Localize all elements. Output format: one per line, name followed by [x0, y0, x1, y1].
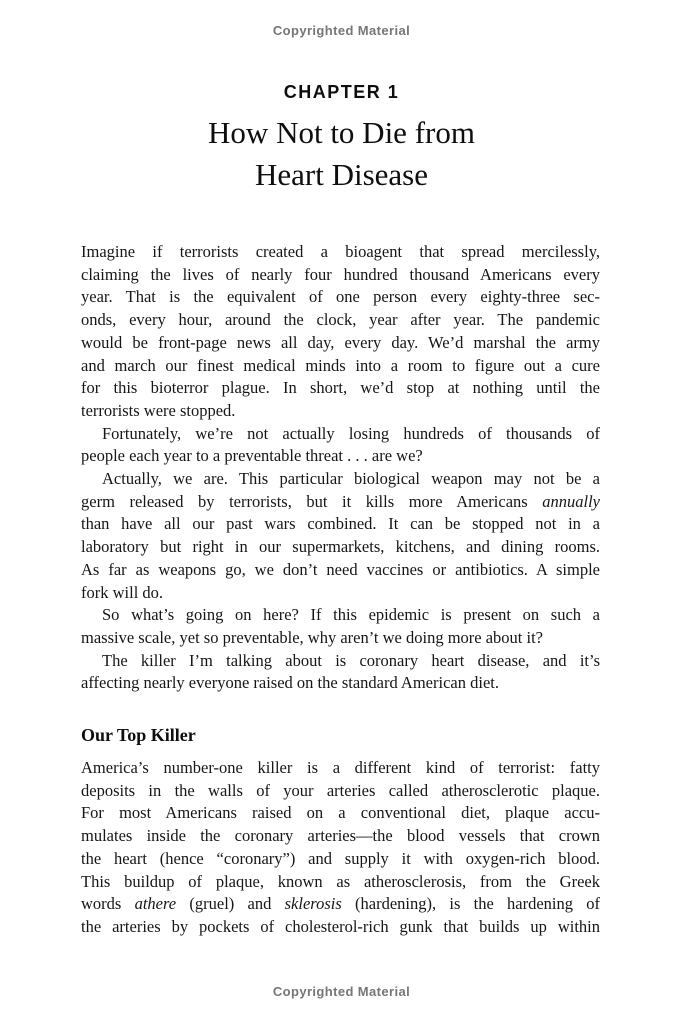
text-line: people each year to a preventable threat . . . are we?: [81, 446, 423, 466]
text-line: the heart (hence “coronary”) and supply it with oxygen-rich blood.: [81, 848, 600, 868]
text-line: This buildup of plaque, known as atherosclerosis, from the Greek: [81, 871, 600, 891]
text-line: As far as weapons go, we don’t need vaccines or antibiotics. A simple: [81, 559, 600, 579]
text-line: massive scale, yet so preventable, why aren’t we doing more about it?: [81, 627, 544, 647]
text-line: germ released by terrorists, but it kills more Americans annually: [81, 491, 600, 511]
chapter-title-line-1: How Not to Die from: [208, 115, 475, 150]
text-line: laboratory but right in our supermarkets, kitchens, and dining rooms.: [81, 537, 600, 557]
paragraph: [81, 423, 600, 468]
text-line: For most Americans raised on a conventional diet, plaque accu-: [81, 803, 600, 823]
paragraph: [81, 241, 600, 423]
text-line: the arteries by pockets of cholesterol-rich gunk that builds up within: [81, 916, 600, 936]
body-text: [81, 241, 600, 939]
copyright-notice-top: Copyrighted Material: [272, 23, 411, 38]
copyright-notice-bottom: Copyrighted Material: [272, 984, 411, 999]
text-line: affecting nearly everyone raised on the standard American diet.: [81, 673, 499, 693]
text-line: onds, every hour, around the clock, year after year. The pandemic: [81, 310, 600, 330]
text-line: So what’s going on here? If this epidemic is present on such a: [102, 605, 600, 625]
text-line: mulates inside the coronary arteries—the blood vessels that crown: [81, 826, 600, 846]
text-line: deposits in the walls of your arteries called atherosclerotic plaque.: [81, 780, 600, 800]
paragraph: [81, 468, 600, 604]
paragraph: [81, 604, 600, 649]
section-heading: Our Top Killer: [81, 725, 196, 746]
paragraph: [81, 650, 600, 695]
text-line: year. That is the equivalent of one person every eighty-three sec-: [81, 287, 600, 307]
text-line: than have all our past wars combined. It can be stopped not in a: [81, 514, 600, 534]
paragraph: [81, 757, 600, 939]
chapter-title-line-2: Heart Disease: [255, 157, 428, 192]
chapter-label: CHAPTER 1: [283, 82, 400, 102]
text-line: words athere (gruel) and sklerosis (hardening), is the hardening of: [81, 894, 600, 914]
text-line: America’s number-one killer is a different kind of terrorist: fatty: [81, 758, 600, 778]
text-line: Fortunately, we’re not actually losing hundreds of thousands of: [102, 423, 600, 443]
chapter-title: [0, 112, 683, 196]
text-line: fork will do.: [81, 582, 164, 602]
text-line: Imagine if terrorists created a bioagent that spread mercilessly,: [81, 242, 600, 261]
text-line: would be front-page news all day, every day. We’d marshal the army: [81, 332, 600, 352]
text-line: and march our finest medical minds into a room to figure out a cure: [81, 355, 600, 375]
text-line: for this bioterror plague. In short, we’d stop at nothing until the: [81, 378, 600, 398]
text-line: terrorists were stopped.: [81, 400, 236, 420]
text-line: The killer I’m talking about is coronary heart disease, and it’s: [102, 650, 600, 670]
text-line: Actually, we are. This particular biological weapon may not be a: [102, 469, 600, 489]
text-line: claiming the lives of nearly four hundred thousand Americans every: [81, 264, 600, 284]
